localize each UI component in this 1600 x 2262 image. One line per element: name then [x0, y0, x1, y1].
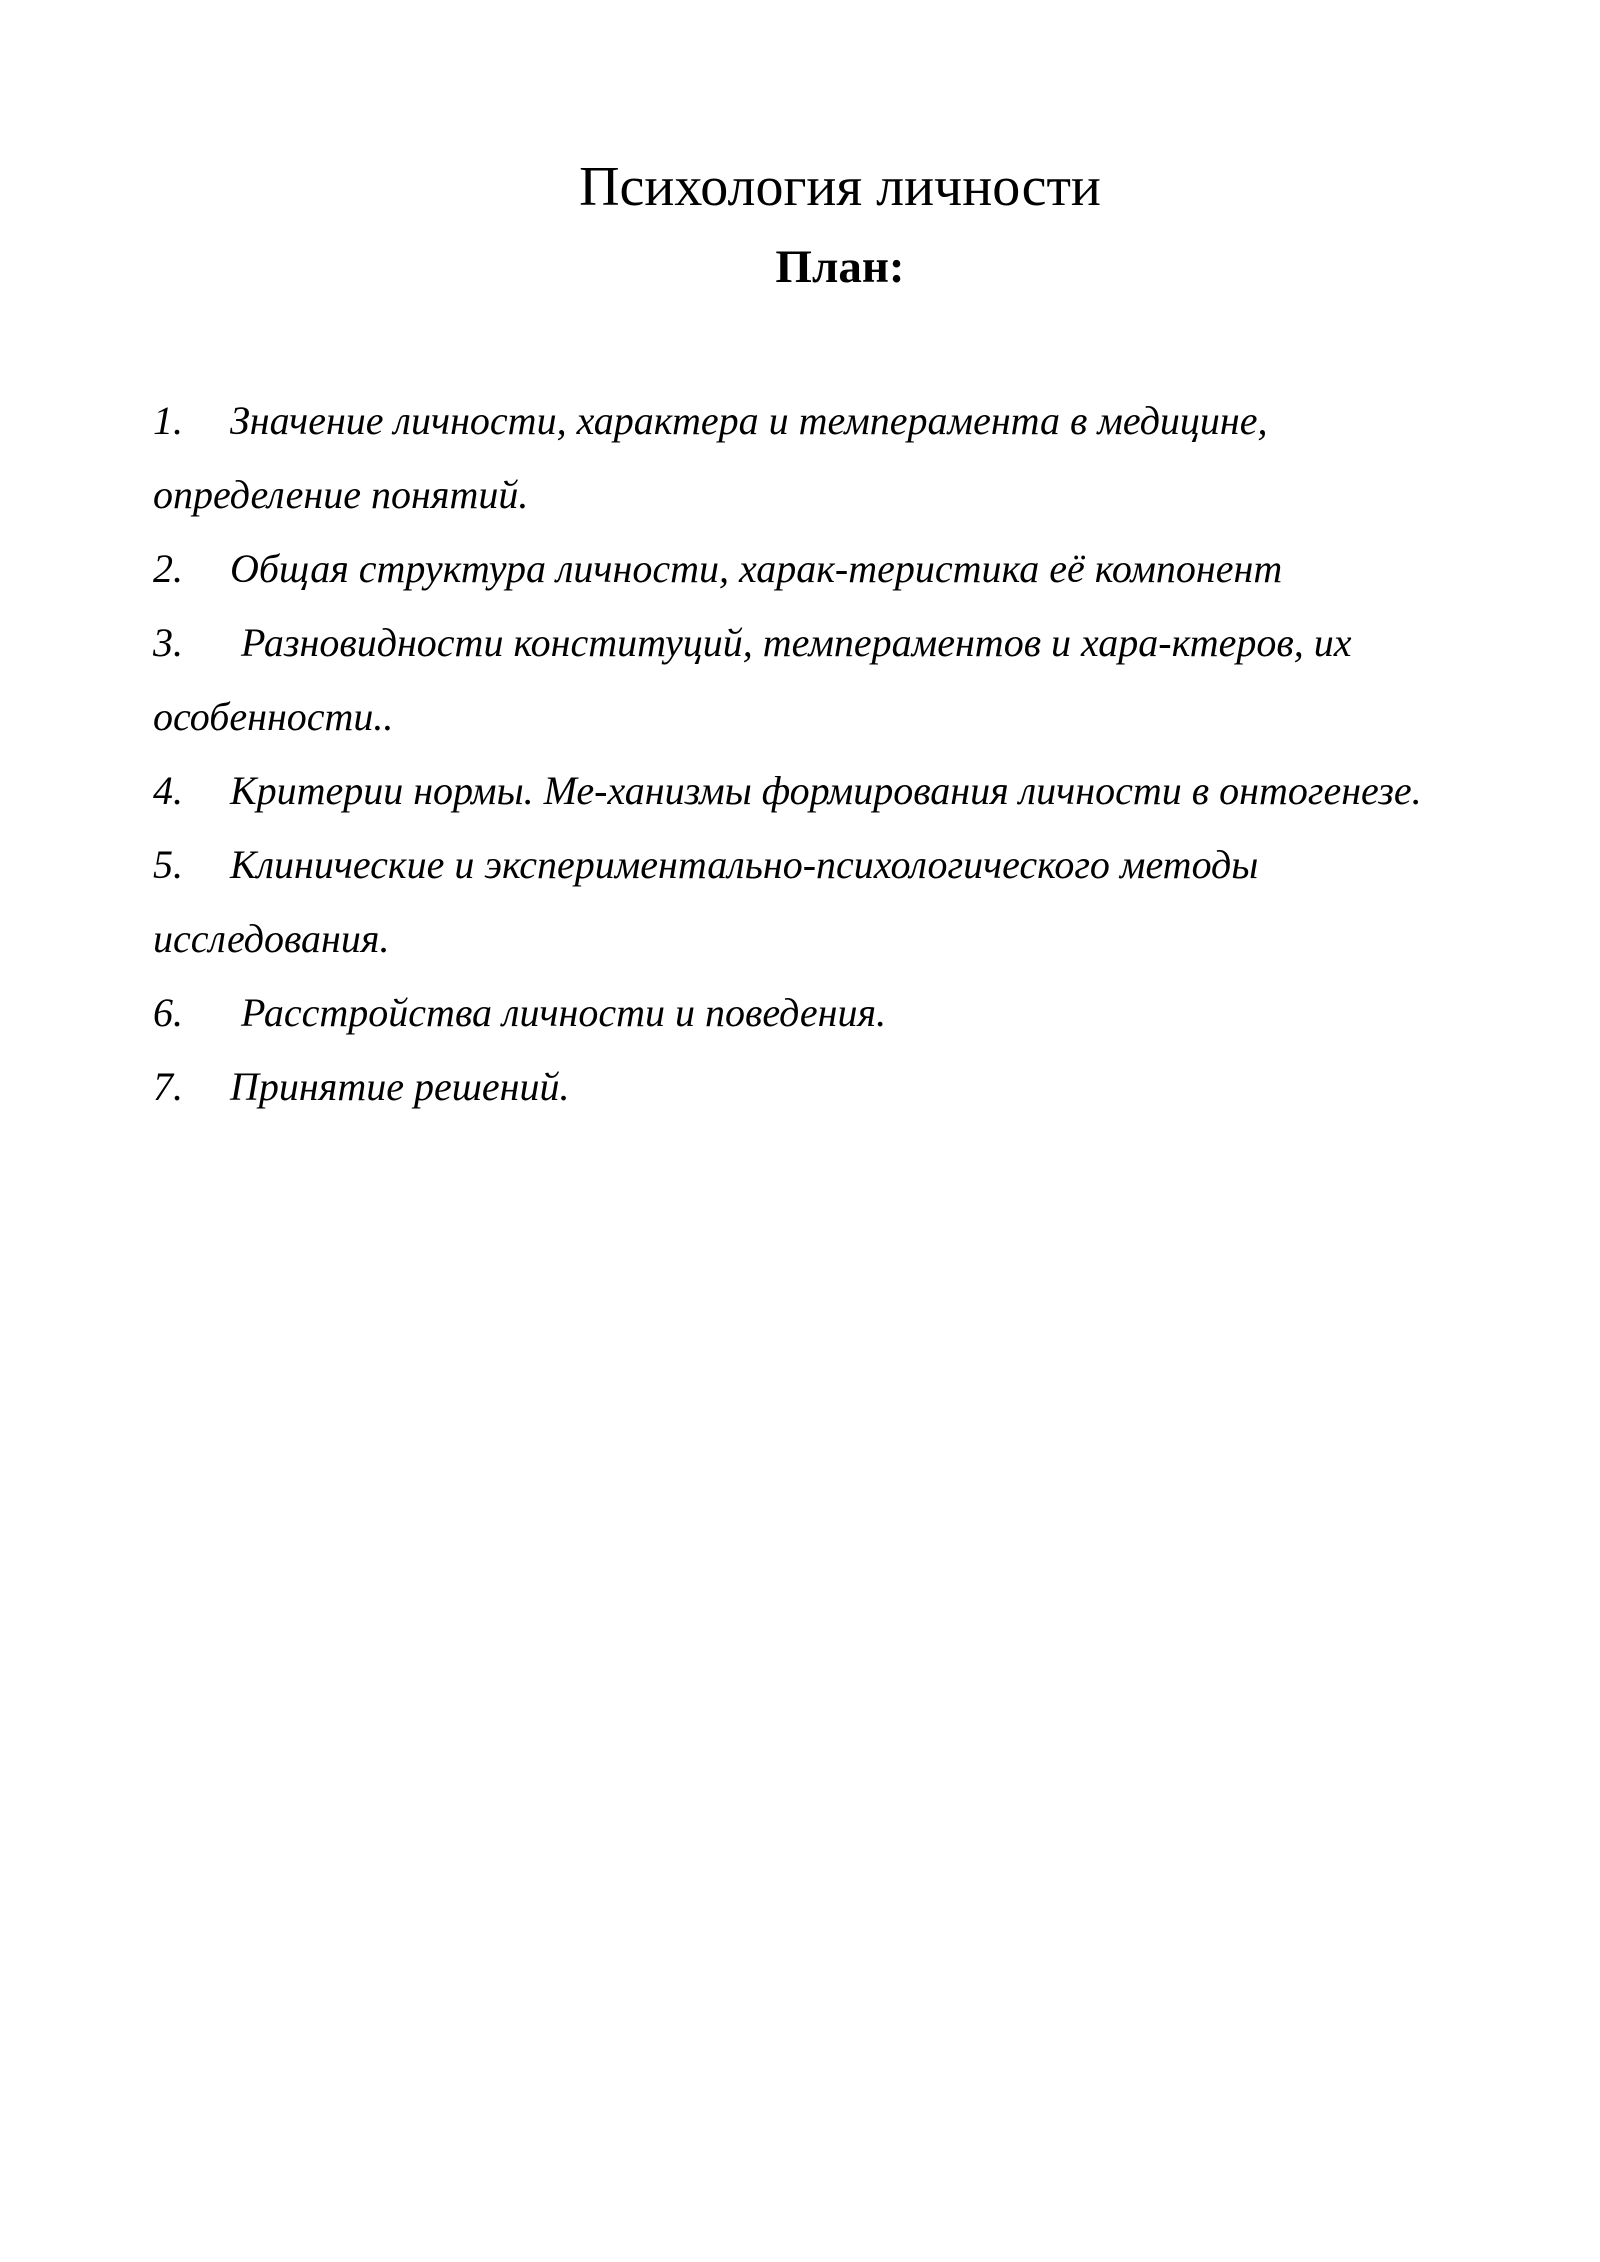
plan-item-text: Общая структура личности, харак-теристика её компонент [230, 546, 1283, 591]
plan-item-2 [153, 532, 1533, 606]
plan-heading: План: [775, 241, 905, 293]
plan-item-3 [153, 606, 1533, 754]
plan-item-text: Разновидности конституций, темпераментов и хара-ктеров, их [241, 620, 1352, 665]
plan-item-text: Расстройства личности и поведения. [241, 990, 887, 1035]
plan-item-text: Принятие решений. [230, 1064, 570, 1109]
plan-item-1 [153, 384, 1533, 532]
plan-list [153, 384, 1533, 1124]
plan-item-5 [153, 828, 1533, 976]
plan-item-number: 4. [153, 768, 183, 813]
plan-item-number: 6. [153, 990, 183, 1035]
plan-item-number: 5. [153, 842, 183, 887]
document-title: Психология личности [579, 156, 1101, 218]
plan-item-text-continuation: исследования. [153, 916, 390, 961]
plan-item-7 [153, 1050, 1533, 1124]
plan-item-6 [153, 976, 1533, 1050]
plan-item-text: Критерии нормы. Ме-ханизмы формирования личности в онтогенезе. [230, 768, 1422, 813]
plan-item-text-continuation: определение понятий. [153, 472, 529, 517]
plan-item-number: 1. [153, 398, 183, 443]
plan-item-text-continuation: особенности.. [153, 694, 394, 739]
plan-item-text: Клинические и экспериментально-психологического методы [230, 842, 1259, 887]
plan-item-text: Значение личности, характера и темперамента в медицине, [230, 398, 1268, 443]
plan-item-number: 3. [153, 620, 183, 665]
plan-item-number: 2. [153, 546, 183, 591]
plan-item-4 [153, 754, 1533, 828]
plan-item-number: 7. [153, 1064, 183, 1109]
